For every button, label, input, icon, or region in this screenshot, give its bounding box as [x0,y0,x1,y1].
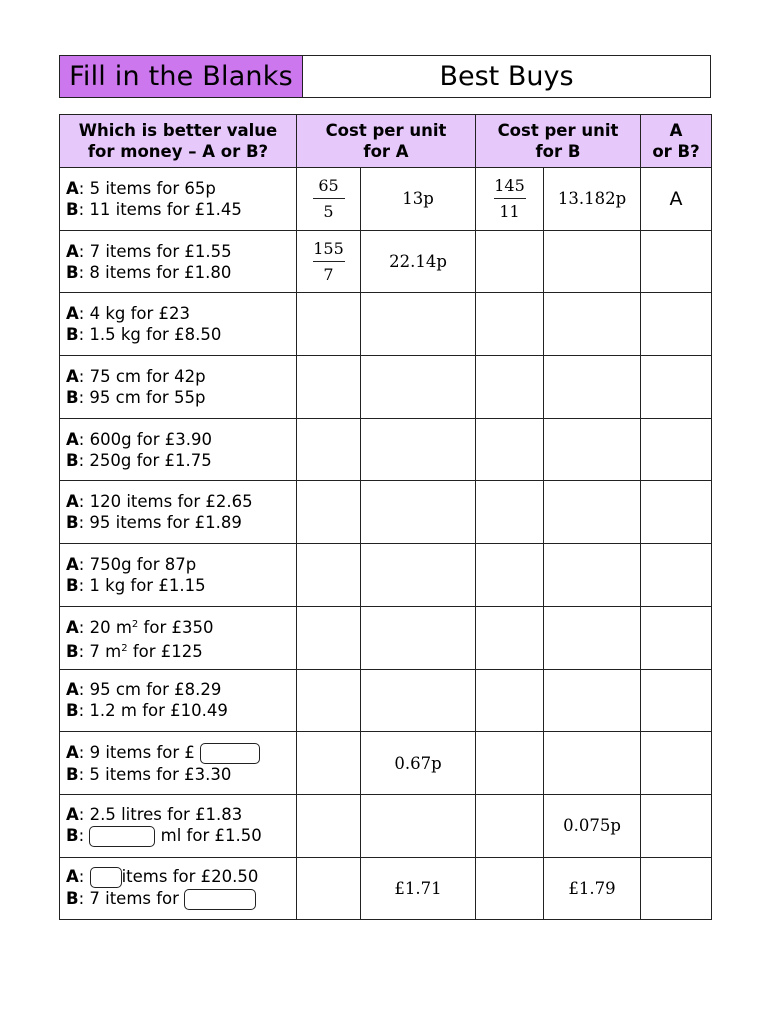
option-a-label: A [66,304,79,324]
option-b: B: 1.5 kg for £8.50 [66,325,222,345]
answer-cell[interactable] [641,857,712,920]
cost-b-cell[interactable] [544,544,641,607]
option-b-label: B [66,889,79,909]
cost-a-cell[interactable]: £1.71 [361,857,476,920]
question-cell [60,293,297,356]
table-row [60,168,712,231]
working-a-cell[interactable] [297,857,361,920]
cost-b-cell[interactable] [544,732,641,795]
answer-cell[interactable] [641,293,712,356]
fraction-bar [494,198,526,199]
fraction-numerator: 155 [313,239,344,259]
working-b-cell[interactable] [476,293,544,356]
working-a-cell[interactable] [297,669,361,732]
cost-a-cell[interactable] [361,606,476,669]
working-b-cell[interactable] [476,606,544,669]
working-b-cell[interactable] [476,168,544,231]
worksheet-title: Best Buys [439,61,574,92]
option-b: B: 1.2 m for £10.49 [66,701,228,721]
option-a: A: 95 cm for £8.29 [66,680,222,700]
question-cell [60,606,297,669]
table-row [60,794,712,857]
working-a-cell[interactable] [297,168,361,231]
cost-a-cell[interactable] [361,356,476,419]
option-b: B: 250g for £1.75 [66,450,212,470]
cost-b-cell[interactable] [544,230,641,293]
header-row [60,115,712,168]
title-bar [59,55,711,98]
option-a-label: A [66,366,79,386]
answer-cell[interactable] [641,230,712,293]
cost-a-cell[interactable]: 0.67p [361,732,476,795]
cost-b-cell[interactable] [544,606,641,669]
table-body [60,168,712,920]
table-row [60,606,712,669]
table-row [60,230,712,293]
fraction-bar [313,261,345,262]
option-a-label: A [66,492,79,512]
option-a-label: A [66,805,79,825]
answer-cell[interactable] [641,481,712,544]
answer-blank[interactable] [89,826,155,847]
option-b: B: 7 $m^2$ for £125 [66,641,203,661]
cost-b-cell[interactable]: £1.79 [544,857,641,920]
option-b-label: B [66,641,79,661]
cost-a-cell[interactable] [361,481,476,544]
fraction-denominator: 11 [499,202,520,222]
question-cell [60,481,297,544]
option-a-label: A [66,680,79,700]
working-a-cell[interactable] [297,544,361,607]
working-a-cell[interactable] [297,418,361,481]
superscript: 2 [131,618,139,630]
option-a-label: A [66,429,79,449]
working-a-cell[interactable] [297,606,361,669]
worksheet-type-label: Fill in the Blanks [60,56,303,97]
working-b-cell[interactable] [476,356,544,419]
question-cell [60,669,297,732]
answer-cell[interactable] [641,669,712,732]
working-b-cell[interactable] [476,732,544,795]
option-b-label: B [66,826,79,846]
answer-cell[interactable]: A [641,168,712,231]
option-b-label: B [66,262,79,282]
option-a: A: 7 items for £1.55 [66,241,232,261]
superscript: 2 [121,642,128,654]
option-a: A: 2.5 litres for £1.83 [66,805,243,825]
working-a-cell[interactable] [297,794,361,857]
option-a-label: A [66,617,79,637]
question-cell [60,230,297,293]
answer-cell[interactable] [641,732,712,795]
option-b-label: B [66,325,79,345]
working-a-cell[interactable] [297,732,361,795]
fraction-denominator: 7 [323,265,334,285]
cost-a-cell[interactable] [361,669,476,732]
working-a-cell[interactable] [297,230,361,293]
table-row [60,418,712,481]
header-question: Which is better value for money – A or B? [60,115,297,168]
table-row [60,293,712,356]
option-a: A: items for £20.50 [66,867,259,887]
best-buys-table [59,114,712,920]
option-b-label: B [66,199,79,219]
option-b-label: B [66,387,79,407]
option-b: B: ml for £1.50 [66,826,262,846]
answer-cell[interactable] [641,606,712,669]
fraction [494,175,526,222]
option-a-label: A [66,867,79,887]
answer-cell[interactable] [641,418,712,481]
cost-a-cell[interactable]: 22.14p [361,230,476,293]
option-a: A: 120 items for £2.65 [66,492,253,512]
cost-b-cell[interactable] [544,293,641,356]
working-b-cell[interactable] [476,794,544,857]
answer-cell[interactable] [641,794,712,857]
header-cost-b: Cost per unit for B [476,115,641,168]
cost-a-cell[interactable] [361,418,476,481]
option-a-label: A [66,554,79,574]
option-a-label: A [66,742,79,762]
option-a: A: 5 items for 65p [66,178,216,198]
cost-b-cell[interactable]: 0.075p [544,794,641,857]
option-a: A: 20 $m^2$ for £350 [66,617,214,637]
option-b: B: 8 items for £1.80 [66,262,232,282]
option-b: B: 5 items for £3.30 [66,764,232,784]
answer-blank[interactable] [184,889,256,910]
answer-blank[interactable] [90,867,122,888]
option-a: A: 600g for £3.90 [66,429,212,449]
table-row [60,669,712,732]
cost-b-cell[interactable]: 13.182p [544,168,641,231]
option-a-label: A [66,178,79,198]
question-cell [60,544,297,607]
option-b-label: B [66,450,79,470]
table-row [60,356,712,419]
option-b: B: 11 items for £1.45 [66,199,242,219]
header-cost-a: Cost per unit for A [297,115,476,168]
working-b-cell[interactable] [476,669,544,732]
working-b-cell[interactable] [476,857,544,920]
option-a: A: 750g for 87p [66,554,197,574]
cost-b-cell[interactable] [544,418,641,481]
question-cell [60,418,297,481]
working-b-cell[interactable] [476,544,544,607]
fraction-numerator: 145 [494,176,525,196]
header-answer: A or B? [641,115,712,168]
working-b-cell[interactable] [476,230,544,293]
fraction [313,238,345,285]
question-cell [60,168,297,231]
option-b: B: 1 kg for £1.15 [66,575,206,595]
fraction [313,175,345,222]
option-b-label: B [66,764,79,784]
option-a: A: 75 cm for 42p [66,366,206,386]
cost-b-cell[interactable] [544,669,641,732]
cost-a-cell[interactable] [361,794,476,857]
working-a-cell[interactable] [297,293,361,356]
table-row [60,732,712,795]
fraction-bar [313,198,345,199]
working-b-cell[interactable] [476,481,544,544]
working-a-cell[interactable] [297,356,361,419]
table-row [60,481,712,544]
answer-cell[interactable] [641,356,712,419]
option-a: A: 9 items for £ [66,742,296,764]
option-b-label: B [66,575,79,595]
cost-a-cell[interactable]: 13p [361,168,476,231]
option-a: A: 4 kg for £23 [66,304,191,324]
question-cell [60,794,297,857]
question-cell [60,857,297,920]
question-cell [60,356,297,419]
cost-a-cell[interactable] [361,293,476,356]
cost-a-cell[interactable] [361,544,476,607]
question-cell [60,732,297,795]
cost-b-cell[interactable] [544,481,641,544]
table-row [60,857,712,920]
option-a-label: A [66,241,79,261]
working-a-cell[interactable] [297,481,361,544]
cost-b-cell[interactable] [544,356,641,419]
table-row [60,544,712,607]
option-b-label: B [66,513,79,533]
answer-cell[interactable] [641,544,712,607]
fraction-denominator: 5 [323,202,334,222]
working-b-cell[interactable] [476,418,544,481]
answer-blank[interactable] [200,743,260,764]
option-b-label: B [66,701,79,721]
fraction-numerator: 65 [318,176,339,196]
option-b: B: 7 items for [66,888,296,910]
option-b: B: 95 items for £1.89 [66,513,242,533]
option-b: B: 95 cm for 55p [66,387,206,407]
